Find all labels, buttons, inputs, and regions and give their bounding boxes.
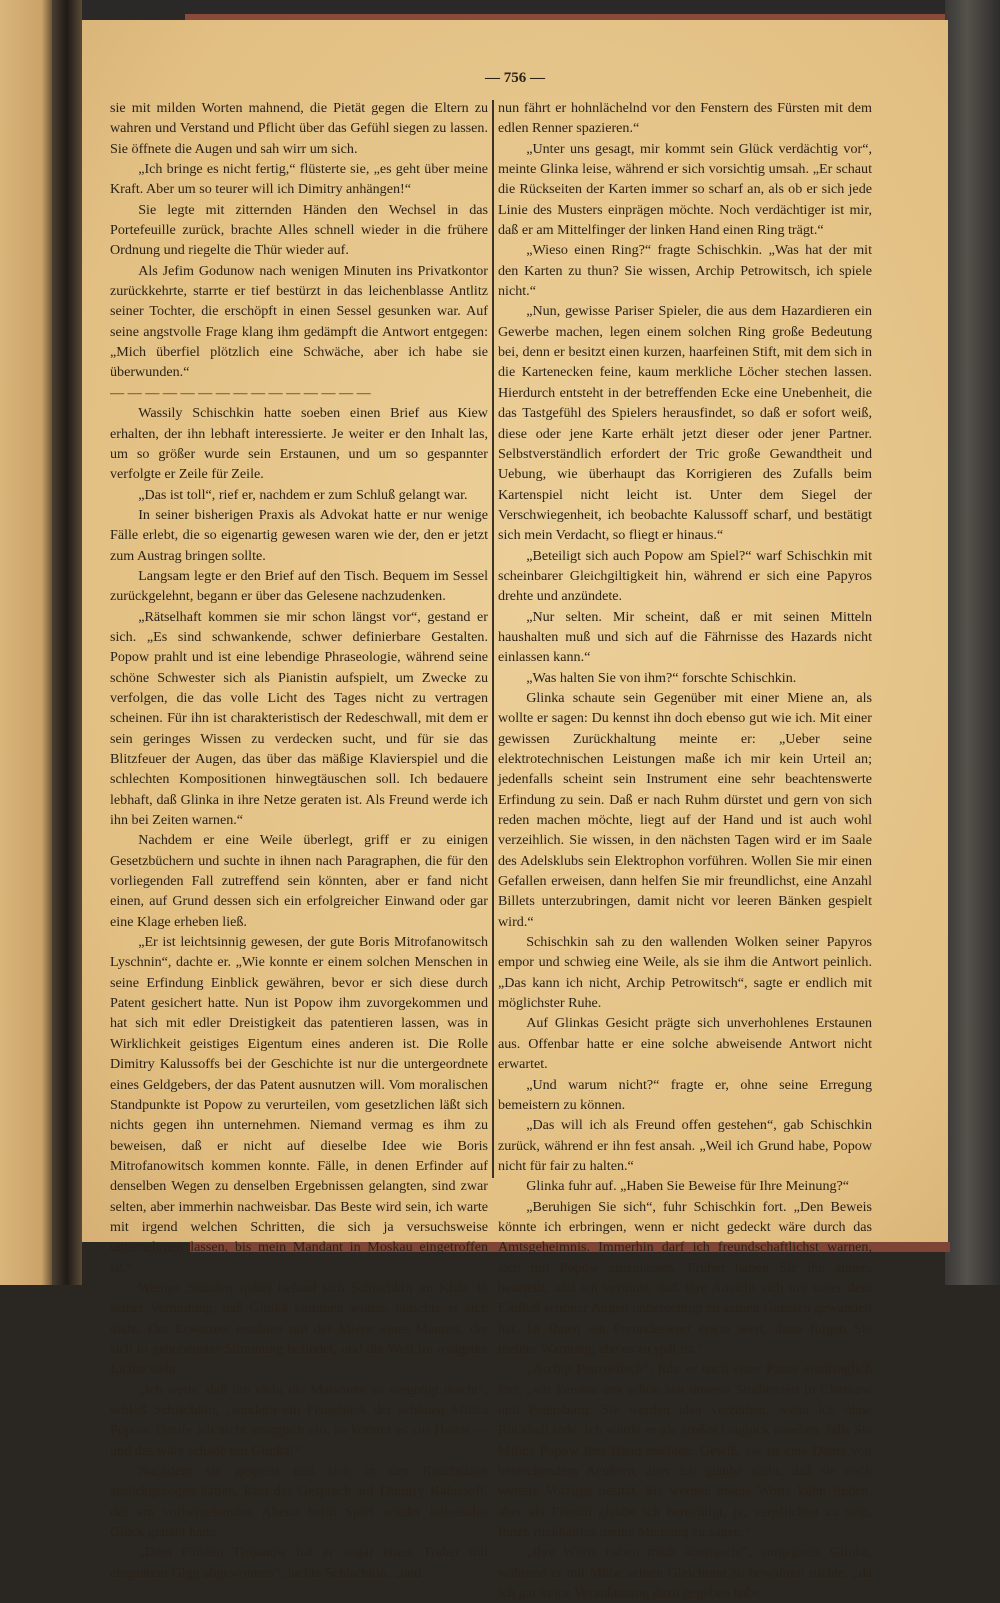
section-separator: — — — — — — — — — — — — — — — xyxy=(110,384,371,401)
page-number: — 756 — xyxy=(485,70,545,86)
paragraph: „Nun, gewisse Pariser Spieler, die aus dem Hazardieren ein Gewerbe machen, legen einem solchen Ring große Bedeutung bei, denn er besitzt einen kurzen, haarfeinen Stift, mit dem sich in die Kartenecken feine, kaum merkliche Löcher stechen lassen. Hierdurch entsteht in der betreffenden Ecke eine Unebenheit, die das Tastgefühl des Spielers herausfindet, so daß er sofort weiß, diese oder jene Karte erhält jetzt dieser oder jener Partner. Selbstverständlich erfordert der Tric große Gewandtheit und Uebung, wie überhaupt das Korrigieren des Zufalls beim Kartenspiel nicht leicht ist. Unter dem Siegel der Verschwiegenheit, ich beobachte Kalussoff scharf, und bestätigt sich mein Verdacht, so fliegt er hinaus.“ xyxy=(498,303,872,544)
paragraph: Schischkin sah zu den wallenden Wolken seiner Papyros empor und schwieg eine Weile, als sie ihm die Antwort peinlich. „Das kann ich nicht, Archip Petrowitsch“, sagte er endlich mit möglichster Ruhe. xyxy=(498,934,872,1012)
paragraph: sie mit milden Worten mahnend, die Pietät gegen die Eltern zu wahren und Verstand und Pflicht über das Gefühl siegen zu lassen. Sie öffnete die Augen und sah wirr um sich. xyxy=(110,100,488,157)
paragraph: „Das ist toll“, rief er, nachdem er zum Schluß gelangt war. xyxy=(138,486,468,503)
paragraph: „Unter uns gesagt, mir kommt sein Glück verdächtig vor“, meinte Glinka leise, während er sich vorsichtig umsah. „Er schaut die Rückseiten der Karten immer so scharf an, als ob er sich jede Linie des Musters einprägen möchte. Noch verdächtiger ist mir, daß er am Mittelfinger der linken Hand einen Ring trägt.“ xyxy=(498,140,872,239)
book-page xyxy=(82,20,948,1602)
paragraph: „Und warum nicht?“ fragte er, ohne seine Erregung bemeistern zu können. xyxy=(498,1076,872,1113)
paragraph: „Das will ich als Freund offen gestehen“, gab Schischkin zurück, während er ihn fest ansah. „Weil ich Grund habe, Popow nicht für fair zu halten.“ xyxy=(498,1117,872,1174)
book-binding xyxy=(52,0,82,1285)
paragraph: „Dem Fürsten Trojanow hat er sogar einen Traber mit elegantem Gigg abgewonnen“, lachte Schischkin, „und xyxy=(110,1544,488,1581)
paragraph: In seiner bisherigen Praxis als Advokat hatte er nur wenige Fälle erlebt, die so eigenartig gewesen waren wie der, den er jetzt zum Austrag bringen sollte. xyxy=(110,506,488,564)
column-divider xyxy=(492,100,494,1178)
paragraph: Langsam legte er den Brief auf den Tisch. Bequem im Sessel zurückgelehnt, begann er über das Gelesene nachzudenken. xyxy=(110,567,488,605)
paragraph: „Er ist leichtsinnig gewesen, der gute Boris Mitrofanowitsch Lyschnin“, dachte er. „Wie konnte er einem solchen Menschen in seine Erfindung Einblick gewähren, bevor er sich diese durch Patent gesichert hatte. Nun ist Popow ihm zuvorgekommen und hat sich mit edler Dreistigkeit das patentieren lassen, was in Wirklichkeit geistiges Eigentum eines anderen ist. Die Rolle Dimitry Kalussoffs bei der Geschichte ist nur die untergeordnete eines Geldgebers, der das Patent ausnutzen will. Vom moralischen Standpunkte ist Popow zu verurteilen, vom gesetzlichen läßt sich nichts gegen ihn unternehmen. Niemand vermag es ihm zu beweisen, daß er nicht auf dieselbe Idee wie Boris Mitrofanowitsch kommen konnte. Fälle, in denen Erfinder auf denselben Wegen zu denselben Ergebnissen gelangten, sind zwar selten, aber immerhin nachweisbar. Das Beste wird sein, ich warte mit irgend welchen Schritten, die sich ja versuchsweise unternehmen lassen, bis mein Mandant in Moskau eingetroffen ist.“ xyxy=(110,934,488,1276)
right-column xyxy=(498,98,872,1603)
paragraph: „Ich bringe es nicht fertig,“ flüsterte sie, „es geht über meine Kraft. Aber um so teurer will ich Dimitry anhängen!“ xyxy=(110,161,488,198)
paragraph: nun fährt er hohnlächelnd vor den Fenstern des Fürsten mit dem edlen Renner spazieren.“ xyxy=(498,100,872,137)
paragraph: „Ich wette, daß ihn nicht die Maisonne so vergnügt macht“, schloß Schischkin, „sondern ein Feuerblick der schönen Milica Popow. Greife ich nicht energisch ein, so kommt es zur Heirat — und das wäre schade um Glinka!“ xyxy=(110,1381,488,1459)
paragraph: Sie legte mit zitternden Händen den Wechsel in das Portefeuille zurück, brachte Alles schnell wieder in die frühere Ordnung und riegelte die Thür wieder auf. xyxy=(110,201,488,259)
left-page-edge xyxy=(0,0,52,1285)
paragraph: Nachdem sie gespeist und sich in den Rauchsalon zurückgezogen hatten, kam das Gespräch auf Dimitry Kalussoff, der am vorhergehenden Abend beim Spiel wieder kolossales Glück gehabt hatte. xyxy=(110,1463,488,1541)
paragraph: Wassily Schischkin hatte soeben einen Brief aus Kiew erhalten, der ihn lebhaft interessierte. Je weiter er den Inhalt las, um so größer wurde sein Erstaunen, und um so gespannter verfolgte er Zeile für Zeile. xyxy=(110,405,488,483)
paragraph: „Beruhigen Sie sich“, fuhr Schischkin fort. „Den Beweis könnte ich erbringen, wenn er nicht gedeckt wäre durch das Amtsgeheimnis. Immerhin darf ich freundschaftlichst warnen, sich mit Popow einzulassen. Früher haben Sie ihn anders beurteilt, und ich vermute, daß Ihre Ansicht sich nur unter dem Einfluß schöner Augen unberechtigt zu seinen Gunsten gewandelt hat. Ist Ihnen ein Freundeswort etwas wert, dann folgen Sie meiner Warnung, ehe es zu spät ist.“ xyxy=(498,1198,872,1357)
paragraph: Glinka schaute sein Gegenüber mit einer Miene an, als wollte er sagen: Du kennst ihn doch ebenso gut wie ich. Mit einer gewissen Zurückhaltung meinte er: „Ueber seine elektrotechnischen Leistungen maße ich mir kein Urteil an; jedenfalls scheint sein Instrument eine sehr beachtenswerte Erfindung zu sein. Daß er nach Ruhm dürstet und gern von sich reden machen möchte, liegt auf der Hand und ist auch wohl verzeihlich. Sie wissen, in den nächsten Tagen wird er im Saale des Adelsklubs sein Elektrophon vorführen. Wollen Sie mir einen Gefallen erweisen, dann helfen Sie mir freundlichst, eine Anzahl Billets unterzubringen, damit nicht vor leeren Bänken gespielt wird.“ xyxy=(498,689,872,930)
paragraph: „Wieso einen Ring?“ fragte Schischkin. „Was hat der mit den Karten zu thun? Sie wissen, Archip Petrowitsch, ich spiele nicht.“ xyxy=(498,242,872,300)
paragraph: Auf Glinkas Gesicht prägte sich unverhohlenes Erstaunen aus. Offenbar hatte er eine solche abweisende Antwort nicht erwartet. xyxy=(498,1015,872,1073)
paragraph: Wenige Stunden später befand sich Schischkin im Klub. In seiner Vermutung, daß Glinka kommen würde, täuschte er sich nicht. Der Erwartete erschien mit der Miene eines Mannes, der sich in gehobenster Stimmung befindet, und die Welt im rosigsten Lichte sieht. xyxy=(110,1279,488,1378)
paragraph: „Beteiligt sich auch Popow am Spiel?“ warf Schischkin mit scheinbarer Gleichgiltigkeit hin, während er sich eine Papyros drehte und anzündete. xyxy=(498,547,872,605)
left-column xyxy=(110,98,488,1583)
paragraph: Glinka fuhr auf. „Haben Sie Beweise für Ihre Meinung?“ xyxy=(526,1178,850,1195)
paragraph: „Archip Petrowitsch“, fuhr er nach einer Pause eindringlich fort, „wir kennen uns schon seit unserer Studienzeit in Charkow und Petersburg. Sie werden also verzeihen, wenn ich ohne Rückhalt rede. Ich würde es als großes Unglück ansehen, falls Sie Milica Popow Ihre Hand reichten. Gewiß, sie ist eine Dame von bestechendem Aeußern, aber ich glaube nicht, daß sie noch weitere Vorzüge besitzt. Sie werden meine Worte kühn finden, aber als Freund glaube ich berechtigt, ja, verpflichtet zu sein, Ihnen rückhaltlos meine Meinung zu sagen.“ xyxy=(498,1361,872,1541)
book-cover-right xyxy=(945,0,1000,1285)
paragraph: „Rätselhaft kommen sie mir schon längst vor“, gestand er sich. „Es sind schwankende, schwer definierbare Gestalten. Popow prahlt und ist eine lebendige Phraseologie, während seine schöne Schwester sich als Pianistin aufspielt, um Zwecke zu verfolgen, die das volle Licht des Tages nicht zu vertragen scheinen. Für ihn ist charakteristisch der Redeschwall, mit dem er sein geringes Wissen zu verdecken sucht, und für sie das Blitzfeuer der Augen, das über das mäßige Klavierspiel und die schlechten Kompositionen hinwegtäuschen soll. Ich bedauere lebhaft, daß Glinka in ihre Netze geraten ist. Als Freund werde ich ihn bei Zeiten warnen.“ xyxy=(110,608,488,829)
paragraph: „Ihre Worte haben mich überrascht“, entgegnete Glinka, während er mit Mühe seinen Gleichmut zu bewahren suchte, „da ich gar keine Veranlassung dazu gegeben habe. xyxy=(498,1544,872,1602)
paragraph: Als Jefim Godunow nach wenigen Minuten ins Privatkontor zurückkehrte, starrte er tief bestürzt in das leichenblasse Antlitz seiner Tochter, die erschöpft in einen Sessel gesunken war. Auf seine angstvolle Frage klang ihm gedämpft die Antwort entgegen: „Mich überfiel plötzlich eine Schwäche, aber ich habe sie überwunden.“ xyxy=(110,262,488,381)
paragraph: „Was halten Sie von ihm?“ forschte Schischkin. xyxy=(526,669,797,686)
paragraph: Nachdem er eine Weile überlegt, griff er zu einigen Gesetzbüchern und suchte in ihnen nach Paragraphen, die für den vorliegenden Fall zutreffend sein könnten, aber er fand nicht einen, auf Grund dessen sich ein erfolgreicher Einwand oder gar eine Klage erheben ließ. xyxy=(110,832,488,930)
paragraph: „Nur selten. Mir scheint, daß er mit seinen Mitteln haushalten muß und sich auf die Fährnisse des Hazards nicht einlassen kann.“ xyxy=(498,608,872,666)
